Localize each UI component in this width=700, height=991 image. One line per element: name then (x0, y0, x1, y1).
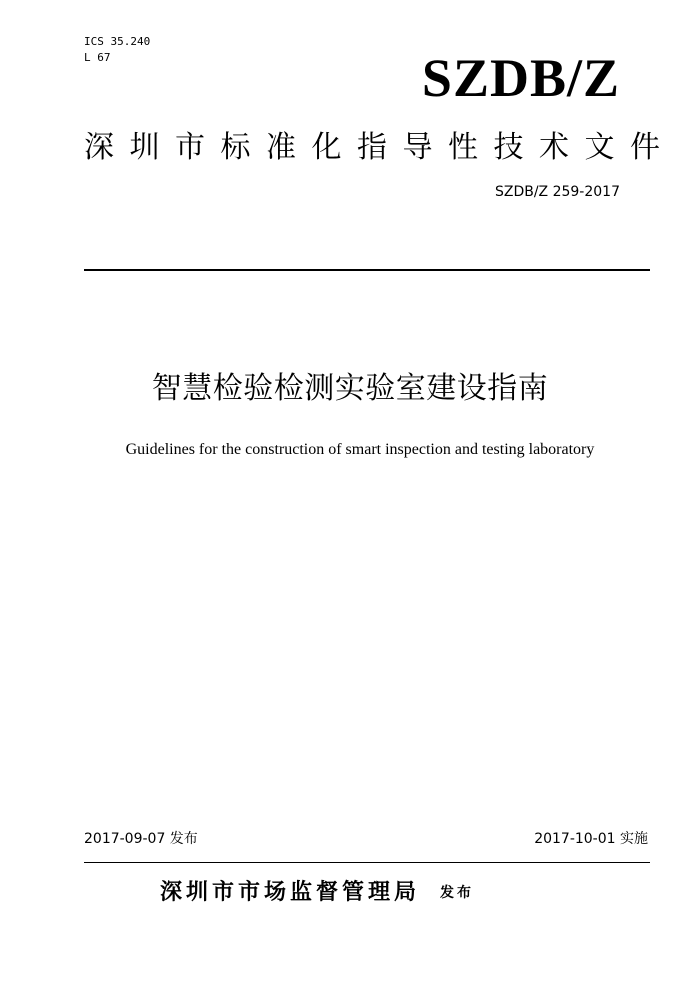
issue-date: 2017-09-07 发布 (84, 831, 198, 847)
effective-date: 2017-10-01 实施 (534, 831, 648, 847)
issued-label: 发布 (440, 885, 475, 901)
issuer-row (160, 876, 474, 910)
classification-codes (84, 34, 150, 66)
footer-divider (84, 862, 650, 863)
document-type: 深圳市标准化指导性技术文件 (84, 130, 676, 165)
header-divider (84, 269, 650, 271)
standard-logo: SZDB/Z (421, 48, 620, 108)
ics-code: ICS 35.240 (84, 35, 151, 48)
title-english: Guidelines for the construction of smart inspection and testing laboratory (125, 441, 595, 458)
title-chinese: 智慧检验检测实验室建设指南 (151, 371, 549, 406)
issuing-authority: 深圳市市场监督管理局 (160, 880, 421, 905)
ccs-code: L 67 (84, 51, 111, 64)
document-number: SZDB/Z 259-2017 (494, 184, 620, 200)
